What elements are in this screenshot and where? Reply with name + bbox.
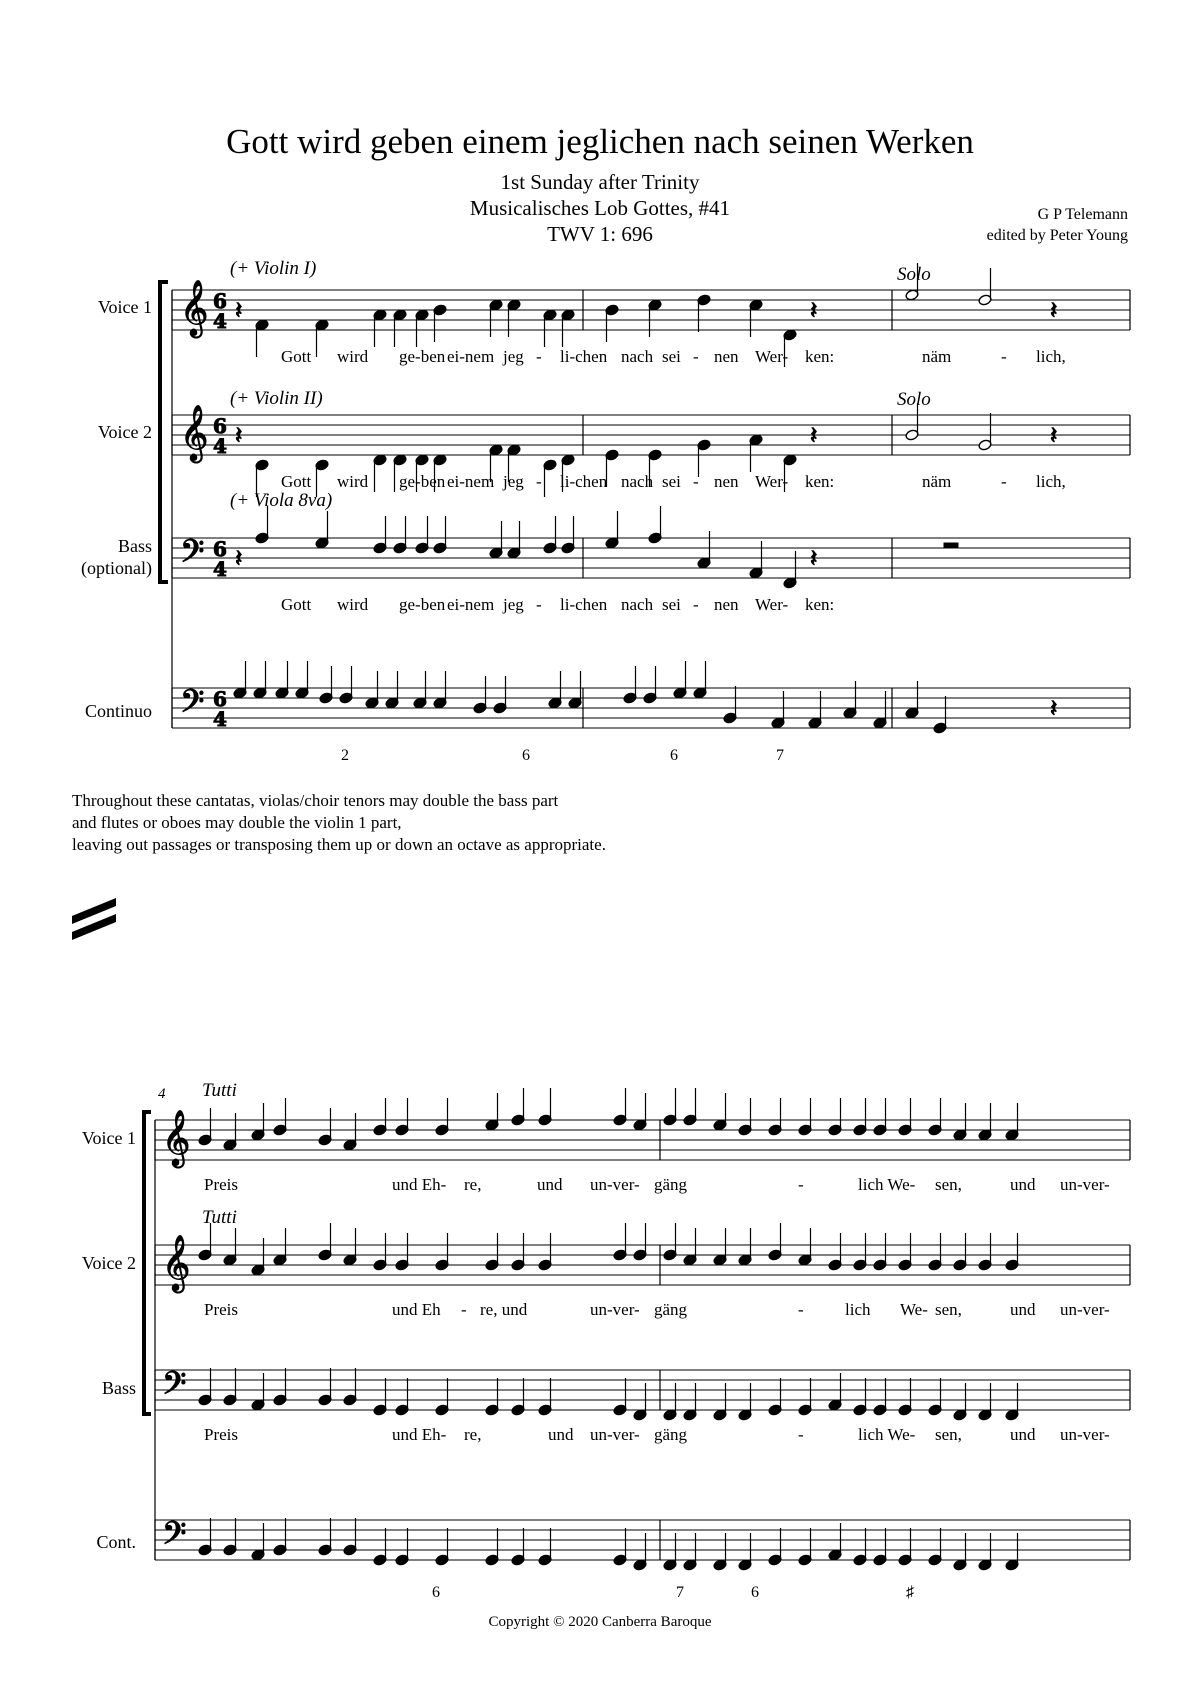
time-signature-top: 6 [213, 414, 227, 438]
bass-clef-icon: 𝄢 [162, 1365, 187, 1409]
lyric-syllable: und [548, 1425, 574, 1444]
lyric-syllable: - [536, 472, 542, 491]
lyric-syllable: re, [464, 1175, 482, 1194]
lyric-syllable: nen [714, 472, 739, 491]
part-label-voice2-s2: Voice 2 [81, 1253, 136, 1273]
lyric-syllable: wird [337, 347, 369, 366]
lyric-syllable: ken: [805, 472, 835, 491]
system-bracket [144, 1112, 151, 1414]
direction-tutti-1: Tutti [202, 1080, 237, 1101]
composer: G P Telemann [1037, 206, 1128, 223]
whole-rest-icon [944, 543, 958, 548]
lyric-syllable: ge-ben [399, 347, 446, 366]
lyric-syllable: gäng [654, 1175, 688, 1194]
lyric-syllable: und [1010, 1300, 1036, 1319]
lyric-syllable: un-ver- [1060, 1175, 1110, 1194]
bass-clef-icon: 𝄢 [180, 683, 205, 727]
part-label-bass-s2: Bass [101, 1378, 136, 1398]
lyric-syllable: Preis [204, 1300, 238, 1319]
figure-4: 7 [776, 747, 784, 764]
lyric-syllable: und [537, 1175, 563, 1194]
lyric-syllable: nen [714, 595, 739, 614]
lyric-syllable: lich, [1036, 347, 1066, 366]
lyric-syllable: jeg [503, 595, 524, 614]
performance-note [72, 790, 606, 856]
figure-s2-1: 6 [432, 1584, 440, 1601]
lyric-syllable: jeg [503, 472, 524, 491]
lyric-syllable: lich [845, 1300, 871, 1319]
lyric-syllable: ge-ben [399, 595, 446, 614]
figure-s2-2: 7 [676, 1584, 684, 1601]
lyric-syllable: näm [922, 347, 952, 366]
quarter-rest-icon: 𝄽 [235, 296, 243, 324]
lyric-syllable: lich We- [858, 1175, 916, 1194]
quarter-rest-icon: 𝄽 [1050, 694, 1058, 722]
subtitle-line-3: TWV 1: 696 [547, 222, 653, 246]
lyric-syllable: nach [621, 595, 654, 614]
bass-clef-icon: 𝄢 [162, 1515, 187, 1559]
direction-viola: (+ Viola 8va) [230, 490, 333, 511]
part-label-continuo: Continuo [84, 701, 152, 721]
performance-note-line-3: leaving out passages or transposing them up or down an octave as appropriate. [72, 835, 606, 854]
lyric-syllable: - [798, 1300, 804, 1319]
quarter-rest-icon: 𝄽 [810, 296, 818, 324]
lyric-syllable: - [536, 595, 542, 614]
lyric-syllable: - [693, 472, 699, 491]
direction-violin2: (+ Violin II) [230, 388, 323, 409]
time-signature-top: 6 [213, 537, 227, 561]
lyric-syllable: li-chen [560, 595, 608, 614]
part-label-bass-line1: Bass [117, 536, 152, 556]
lyric-syllable: sen, [935, 1300, 962, 1319]
lyric-syllable: sen, [935, 1175, 962, 1194]
direction-solo-1: Solo [897, 264, 931, 285]
lyric-syllable: lich, [1036, 472, 1066, 491]
lyric-syllable: Wer- [755, 472, 789, 491]
quarter-rest-icon: 𝄽 [235, 544, 243, 572]
time-signature-bottom: 4 [213, 434, 227, 458]
measure-number: 4 [158, 1086, 166, 1102]
lyric-syllable: ei-nem [447, 595, 495, 614]
lyric-syllable: und [1010, 1425, 1036, 1444]
lyric-syllable: - [1001, 347, 1007, 366]
quarter-rest-icon: 𝄽 [1050, 421, 1058, 449]
lyric-syllable: sei [662, 472, 681, 491]
lyric-syllable: Wer- [755, 595, 789, 614]
lyric-syllable: - [536, 347, 542, 366]
lyric-syllable: un-ver- [1060, 1300, 1110, 1319]
figure-1: 2 [341, 747, 349, 764]
lyric-syllable: und Eh- [392, 1425, 447, 1444]
time-signature-bottom: 4 [213, 557, 227, 581]
lyric-syllable: und [1010, 1175, 1036, 1194]
lyric-syllable: und Eh [392, 1300, 441, 1319]
time-signature-top: 6 [213, 289, 227, 313]
lyric-syllable: un-ver- [590, 1175, 640, 1194]
lyric-syllable: - [461, 1300, 467, 1319]
lyric-syllable: ken: [805, 595, 835, 614]
figure-s2-3: 6 [751, 1584, 759, 1601]
part-label-bass-line2: (optional) [81, 558, 152, 578]
time-signature-bottom: 4 [213, 309, 227, 333]
lyric-syllable: und Eh- [392, 1175, 447, 1194]
lyric-syllable: - [798, 1175, 804, 1194]
direction-tutti-2: Tutti [202, 1207, 237, 1228]
lyric-syllable: Preis [204, 1175, 238, 1194]
lyric-syllable: ei-nem [447, 472, 495, 491]
direction-violin1: (+ Violin I) [230, 258, 317, 279]
lyric-syllable: gäng [654, 1425, 688, 1444]
lyric-syllable: gäng [654, 1300, 688, 1319]
performance-note-line-1: Throughout these cantatas, violas/choir tenors may double the bass part [72, 791, 559, 810]
lyric-syllable: Gott [281, 347, 312, 366]
lyric-syllable: un-ver- [1060, 1425, 1110, 1444]
lyric-syllable: - [1001, 472, 1007, 491]
quarter-rest-icon: 𝄽 [810, 544, 818, 572]
treble-clef-icon: 𝄞 [180, 405, 209, 461]
lyric-syllable: nach [621, 347, 654, 366]
lyric-syllable: ei-nem [447, 347, 495, 366]
lyric-syllable: un-ver- [590, 1300, 640, 1319]
lyric-syllable: re, und [480, 1300, 528, 1319]
bass-clef-icon: 𝄢 [180, 533, 205, 577]
quarter-rest-icon: 𝄽 [1050, 296, 1058, 324]
lyric-syllable: näm [922, 472, 952, 491]
lyric-syllable: We- [900, 1300, 928, 1319]
lyric-syllable: Wer- [755, 347, 789, 366]
lyric-syllable: li-chen [560, 472, 608, 491]
time-signature-top: 6 [213, 687, 227, 711]
lyric-syllable: - [693, 595, 699, 614]
lyric-syllable: wird [337, 472, 369, 491]
lyric-syllable: li-chen [560, 347, 608, 366]
lyric-syllable: wird [337, 595, 369, 614]
copyright: Copyright © 2020 Canberra Baroque [488, 1614, 712, 1630]
subtitle-line-2: Musicalisches Lob Gottes, #41 [469, 196, 731, 220]
part-label-voice2: Voice 2 [97, 422, 152, 442]
quarter-rest-icon: 𝄽 [810, 421, 818, 449]
editor: edited by Peter Young [986, 227, 1128, 244]
figure-s2-4: ♯ [906, 1584, 914, 1601]
performance-note-line-2: and flutes or oboes may double the violin 1 part, [72, 813, 402, 832]
quarter-rest-icon: 𝄽 [235, 421, 243, 449]
lyric-syllable: nach [621, 472, 654, 491]
lyric-syllable: ge-ben [399, 472, 446, 491]
treble-clef-icon: 𝄞 [162, 1235, 191, 1291]
figure-2: 6 [522, 747, 530, 764]
lyric-syllable: lich We- [858, 1425, 916, 1444]
lyric-syllable: Preis [204, 1425, 238, 1444]
score-title: Gott wird geben einem jeglichen nach seinen Werken [226, 122, 974, 161]
part-label-cont-s2: Cont. [96, 1532, 136, 1552]
part-label-voice1-s2: Voice 1 [81, 1128, 136, 1148]
subtitle-line-1: 1st Sunday after Trinity [500, 170, 700, 194]
figure-3: 6 [670, 747, 678, 764]
lyric-syllable: un-ver- [590, 1425, 640, 1444]
lyric-syllable: Gott [281, 595, 312, 614]
lyric-syllable: sei [662, 595, 681, 614]
lyric-syllable: ken: [805, 347, 835, 366]
lyric-syllable: re, [464, 1425, 482, 1444]
lyric-syllable: Gott [281, 472, 312, 491]
lyric-syllable: sen, [935, 1425, 962, 1444]
time-signature-bottom: 4 [213, 707, 227, 731]
lyric-syllable: - [798, 1425, 804, 1444]
direction-solo-2: Solo [897, 389, 931, 410]
treble-clef-icon: 𝄞 [162, 1110, 191, 1166]
system-bracket [160, 282, 168, 582]
part-label-bass [40, 535, 152, 579]
lyric-syllable: nen [714, 347, 739, 366]
part-label-voice1: Voice 1 [97, 297, 152, 317]
lyric-syllable: jeg [503, 347, 524, 366]
lyric-syllable: - [693, 347, 699, 366]
lyric-syllable: sei [662, 347, 681, 366]
treble-clef-icon: 𝄞 [180, 280, 209, 336]
